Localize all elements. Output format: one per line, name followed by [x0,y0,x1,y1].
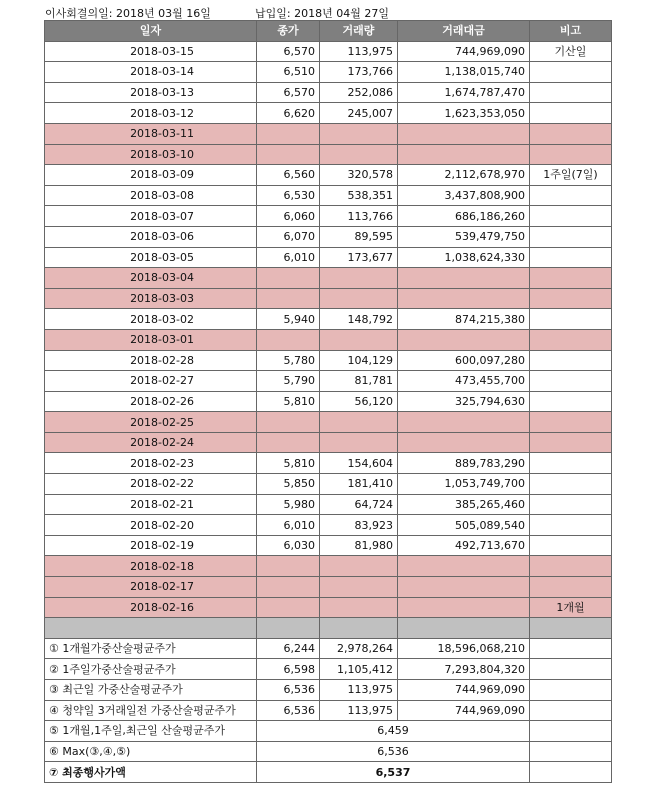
amount-cell [398,144,530,165]
amount-cell: 1,674,787,470 [398,82,530,103]
amount-cell: 325,794,630 [398,391,530,412]
volume-cell [320,412,398,433]
note-cell [530,329,612,350]
amount-cell: 539,479,750 [398,226,530,247]
volume-cell: 81,980 [320,535,398,556]
close-price-cell: 6,570 [257,82,320,103]
volume-cell [320,556,398,577]
column-header-date: 일자 [45,21,257,42]
date-cell: 2018-02-23 [45,453,257,474]
amount-cell [398,412,530,433]
note-cell [530,206,612,227]
note-cell [530,288,612,309]
amount-cell: 1,623,353,050 [398,103,530,124]
summary-note [530,638,612,659]
amount-cell: 600,097,280 [398,350,530,371]
result-row [45,721,612,742]
date-cell: 2018-02-21 [45,494,257,515]
date-cell: 2018-03-03 [45,288,257,309]
amount-cell: 889,783,290 [398,453,530,474]
document-header [45,5,389,21]
close-price-cell: 5,790 [257,371,320,392]
note-cell [530,185,612,206]
table-row [45,206,612,227]
volume-cell: 538,351 [320,185,398,206]
amount-cell [398,577,530,598]
date-cell: 2018-02-16 [45,597,257,618]
table-row [45,494,612,515]
date-cell: 2018-03-02 [45,309,257,330]
close-price-cell: 6,510 [257,62,320,83]
separator-cell [257,618,320,639]
date-cell: 2018-02-27 [45,371,257,392]
summary-note [530,700,612,721]
payment-date: 납입일: 2018년 04월 27일 [255,7,389,20]
date-cell: 2018-03-15 [45,41,257,62]
table-row [45,226,612,247]
table-row [45,350,612,371]
date-cell: 2018-02-20 [45,515,257,536]
amount-cell [398,597,530,618]
volume-cell: 252,086 [320,82,398,103]
table-row [45,247,612,268]
note-cell [530,556,612,577]
volume-cell [320,268,398,289]
volume-cell: 181,410 [320,474,398,495]
volume-cell: 81,781 [320,371,398,392]
summary-label: ③ 최근일 가중산술평균주가 [45,680,257,701]
summary-row [45,680,612,701]
close-price-cell [257,432,320,453]
column-header-amount: 거래대금 [398,21,530,42]
table-row [45,82,612,103]
table-header-row [45,21,612,42]
amount-cell: 744,969,090 [398,41,530,62]
date-cell: 2018-02-24 [45,432,257,453]
summary-close: 6,536 [257,680,320,701]
date-cell: 2018-03-05 [45,247,257,268]
close-price-cell: 6,620 [257,103,320,124]
table-row [45,412,612,433]
volume-cell: 113,766 [320,206,398,227]
note-cell [530,144,612,165]
date-cell: 2018-03-04 [45,268,257,289]
close-price-cell: 6,010 [257,515,320,536]
result-value: 6,459 [257,721,530,742]
separator-cell [320,618,398,639]
table-row [45,474,612,495]
amount-cell [398,329,530,350]
note-cell [530,515,612,536]
close-price-cell: 5,810 [257,391,320,412]
close-price-cell [257,268,320,289]
volume-cell: 173,766 [320,62,398,83]
note-cell [530,62,612,83]
volume-cell: 113,975 [320,41,398,62]
note-cell [530,226,612,247]
result-note [530,741,612,762]
date-cell: 2018-03-01 [45,329,257,350]
summary-volume: 2,978,264 [320,638,398,659]
summary-close: 6,598 [257,659,320,680]
date-cell: 2018-03-08 [45,185,257,206]
close-price-cell [257,288,320,309]
date-cell: 2018-03-11 [45,123,257,144]
volume-cell: 89,595 [320,226,398,247]
table-row [45,144,612,165]
volume-cell: 148,792 [320,309,398,330]
separator-row [45,618,612,639]
close-price-cell: 5,940 [257,309,320,330]
note-cell: 1주일(7일) [530,165,612,186]
table-row [45,515,612,536]
amount-cell [398,288,530,309]
note-cell [530,577,612,598]
volume-cell [320,329,398,350]
result-label: ⑤ 1개월,1주일,최근일 산술평균주가 [45,721,257,742]
date-cell: 2018-02-18 [45,556,257,577]
summary-volume: 113,975 [320,700,398,721]
table-row [45,62,612,83]
close-price-cell [257,556,320,577]
board-resolution-date: 이사회결의일: 2018년 03월 16일 [45,7,211,20]
summary-amount: 7,293,804,320 [398,659,530,680]
result-label: ⑥ Max(③,④,⑤) [45,741,257,762]
amount-cell: 1,053,749,700 [398,474,530,495]
close-price-cell: 5,810 [257,453,320,474]
amount-cell: 1,038,624,330 [398,247,530,268]
volume-cell: 320,578 [320,165,398,186]
note-cell [530,535,612,556]
result-value: 6,536 [257,741,530,762]
stock-price-table [44,20,612,783]
summary-amount: 744,969,090 [398,680,530,701]
date-cell: 2018-02-26 [45,391,257,412]
table-row [45,556,612,577]
close-price-cell [257,144,320,165]
close-price-cell: 6,530 [257,185,320,206]
separator-cell [45,618,257,639]
summary-amount: 18,596,068,210 [398,638,530,659]
close-price-cell: 6,060 [257,206,320,227]
amount-cell: 3,437,808,900 [398,185,530,206]
note-cell [530,412,612,433]
column-header-note: 비고 [530,21,612,42]
summary-note [530,680,612,701]
note-cell: 1개월 [530,597,612,618]
amount-cell [398,268,530,289]
close-price-cell: 6,010 [257,247,320,268]
amount-cell: 874,215,380 [398,309,530,330]
note-cell [530,371,612,392]
result-value: 6,537 [257,762,530,783]
note-cell [530,350,612,371]
separator-cell [398,618,530,639]
table-row [45,329,612,350]
amount-cell [398,123,530,144]
volume-cell [320,288,398,309]
column-header-volume: 거래량 [320,21,398,42]
date-cell: 2018-03-14 [45,62,257,83]
amount-cell: 505,089,540 [398,515,530,536]
volume-cell: 83,923 [320,515,398,536]
volume-cell [320,432,398,453]
close-price-cell [257,577,320,598]
table-row [45,185,612,206]
volume-cell: 245,007 [320,103,398,124]
date-cell: 2018-02-25 [45,412,257,433]
summary-note [530,659,612,680]
amount-cell: 473,455,700 [398,371,530,392]
close-price-cell: 6,570 [257,41,320,62]
volume-cell [320,577,398,598]
summary-volume: 113,975 [320,680,398,701]
table-row [45,535,612,556]
table-row [45,432,612,453]
table-row [45,103,612,124]
note-cell [530,247,612,268]
result-row [45,762,612,783]
summary-row [45,638,612,659]
close-price-cell [257,597,320,618]
table-row [45,453,612,474]
note-cell [530,268,612,289]
date-cell: 2018-03-07 [45,206,257,227]
date-cell: 2018-03-12 [45,103,257,124]
close-price-cell: 5,850 [257,474,320,495]
table-row [45,577,612,598]
amount-cell: 1,138,015,740 [398,62,530,83]
close-price-cell [257,329,320,350]
result-label: ⑦ 최종행사가액 [45,762,257,783]
amount-cell: 686,186,260 [398,206,530,227]
volume-cell: 154,604 [320,453,398,474]
amount-cell: 385,265,460 [398,494,530,515]
table-row [45,123,612,144]
close-price-cell: 5,980 [257,494,320,515]
summary-row [45,659,612,680]
close-price-cell [257,123,320,144]
result-row [45,741,612,762]
date-cell: 2018-03-13 [45,82,257,103]
table-row [45,268,612,289]
volume-cell [320,123,398,144]
table-row [45,597,612,618]
summary-close: 6,244 [257,638,320,659]
summary-label: ④ 청약일 3거래일전 가중산술평균주가 [45,700,257,721]
table-row [45,165,612,186]
date-cell: 2018-02-17 [45,577,257,598]
amount-cell [398,556,530,577]
result-note [530,762,612,783]
close-price-cell: 6,070 [257,226,320,247]
summary-label: ② 1주일가중산술평균주가 [45,659,257,680]
close-price-cell: 5,780 [257,350,320,371]
amount-cell: 492,713,670 [398,535,530,556]
volume-cell [320,597,398,618]
separator-cell [530,618,612,639]
summary-label: ① 1개월가중산술평균주가 [45,638,257,659]
table-row [45,41,612,62]
summary-close: 6,536 [257,700,320,721]
table-row [45,288,612,309]
note-cell [530,474,612,495]
close-price-cell: 6,560 [257,165,320,186]
table-row [45,391,612,412]
date-cell: 2018-02-19 [45,535,257,556]
note-cell [530,82,612,103]
note-cell [530,123,612,144]
summary-amount: 744,969,090 [398,700,530,721]
result-note [530,721,612,742]
close-price-cell [257,412,320,433]
volume-cell: 104,129 [320,350,398,371]
note-cell [530,391,612,412]
note-cell [530,103,612,124]
note-cell [530,494,612,515]
date-cell: 2018-02-28 [45,350,257,371]
close-price-cell: 6,030 [257,535,320,556]
summary-row [45,700,612,721]
summary-volume: 1,105,412 [320,659,398,680]
note-cell [530,432,612,453]
table-row [45,309,612,330]
table-row [45,371,612,392]
amount-cell: 2,112,678,970 [398,165,530,186]
date-cell: 2018-03-10 [45,144,257,165]
volume-cell: 56,120 [320,391,398,412]
date-cell: 2018-02-22 [45,474,257,495]
note-cell [530,309,612,330]
note-cell [530,453,612,474]
date-cell: 2018-03-06 [45,226,257,247]
volume-cell: 173,677 [320,247,398,268]
volume-cell [320,144,398,165]
volume-cell: 64,724 [320,494,398,515]
note-cell: 기산일 [530,41,612,62]
column-header-close: 종가 [257,21,320,42]
date-cell: 2018-03-09 [45,165,257,186]
amount-cell [398,432,530,453]
